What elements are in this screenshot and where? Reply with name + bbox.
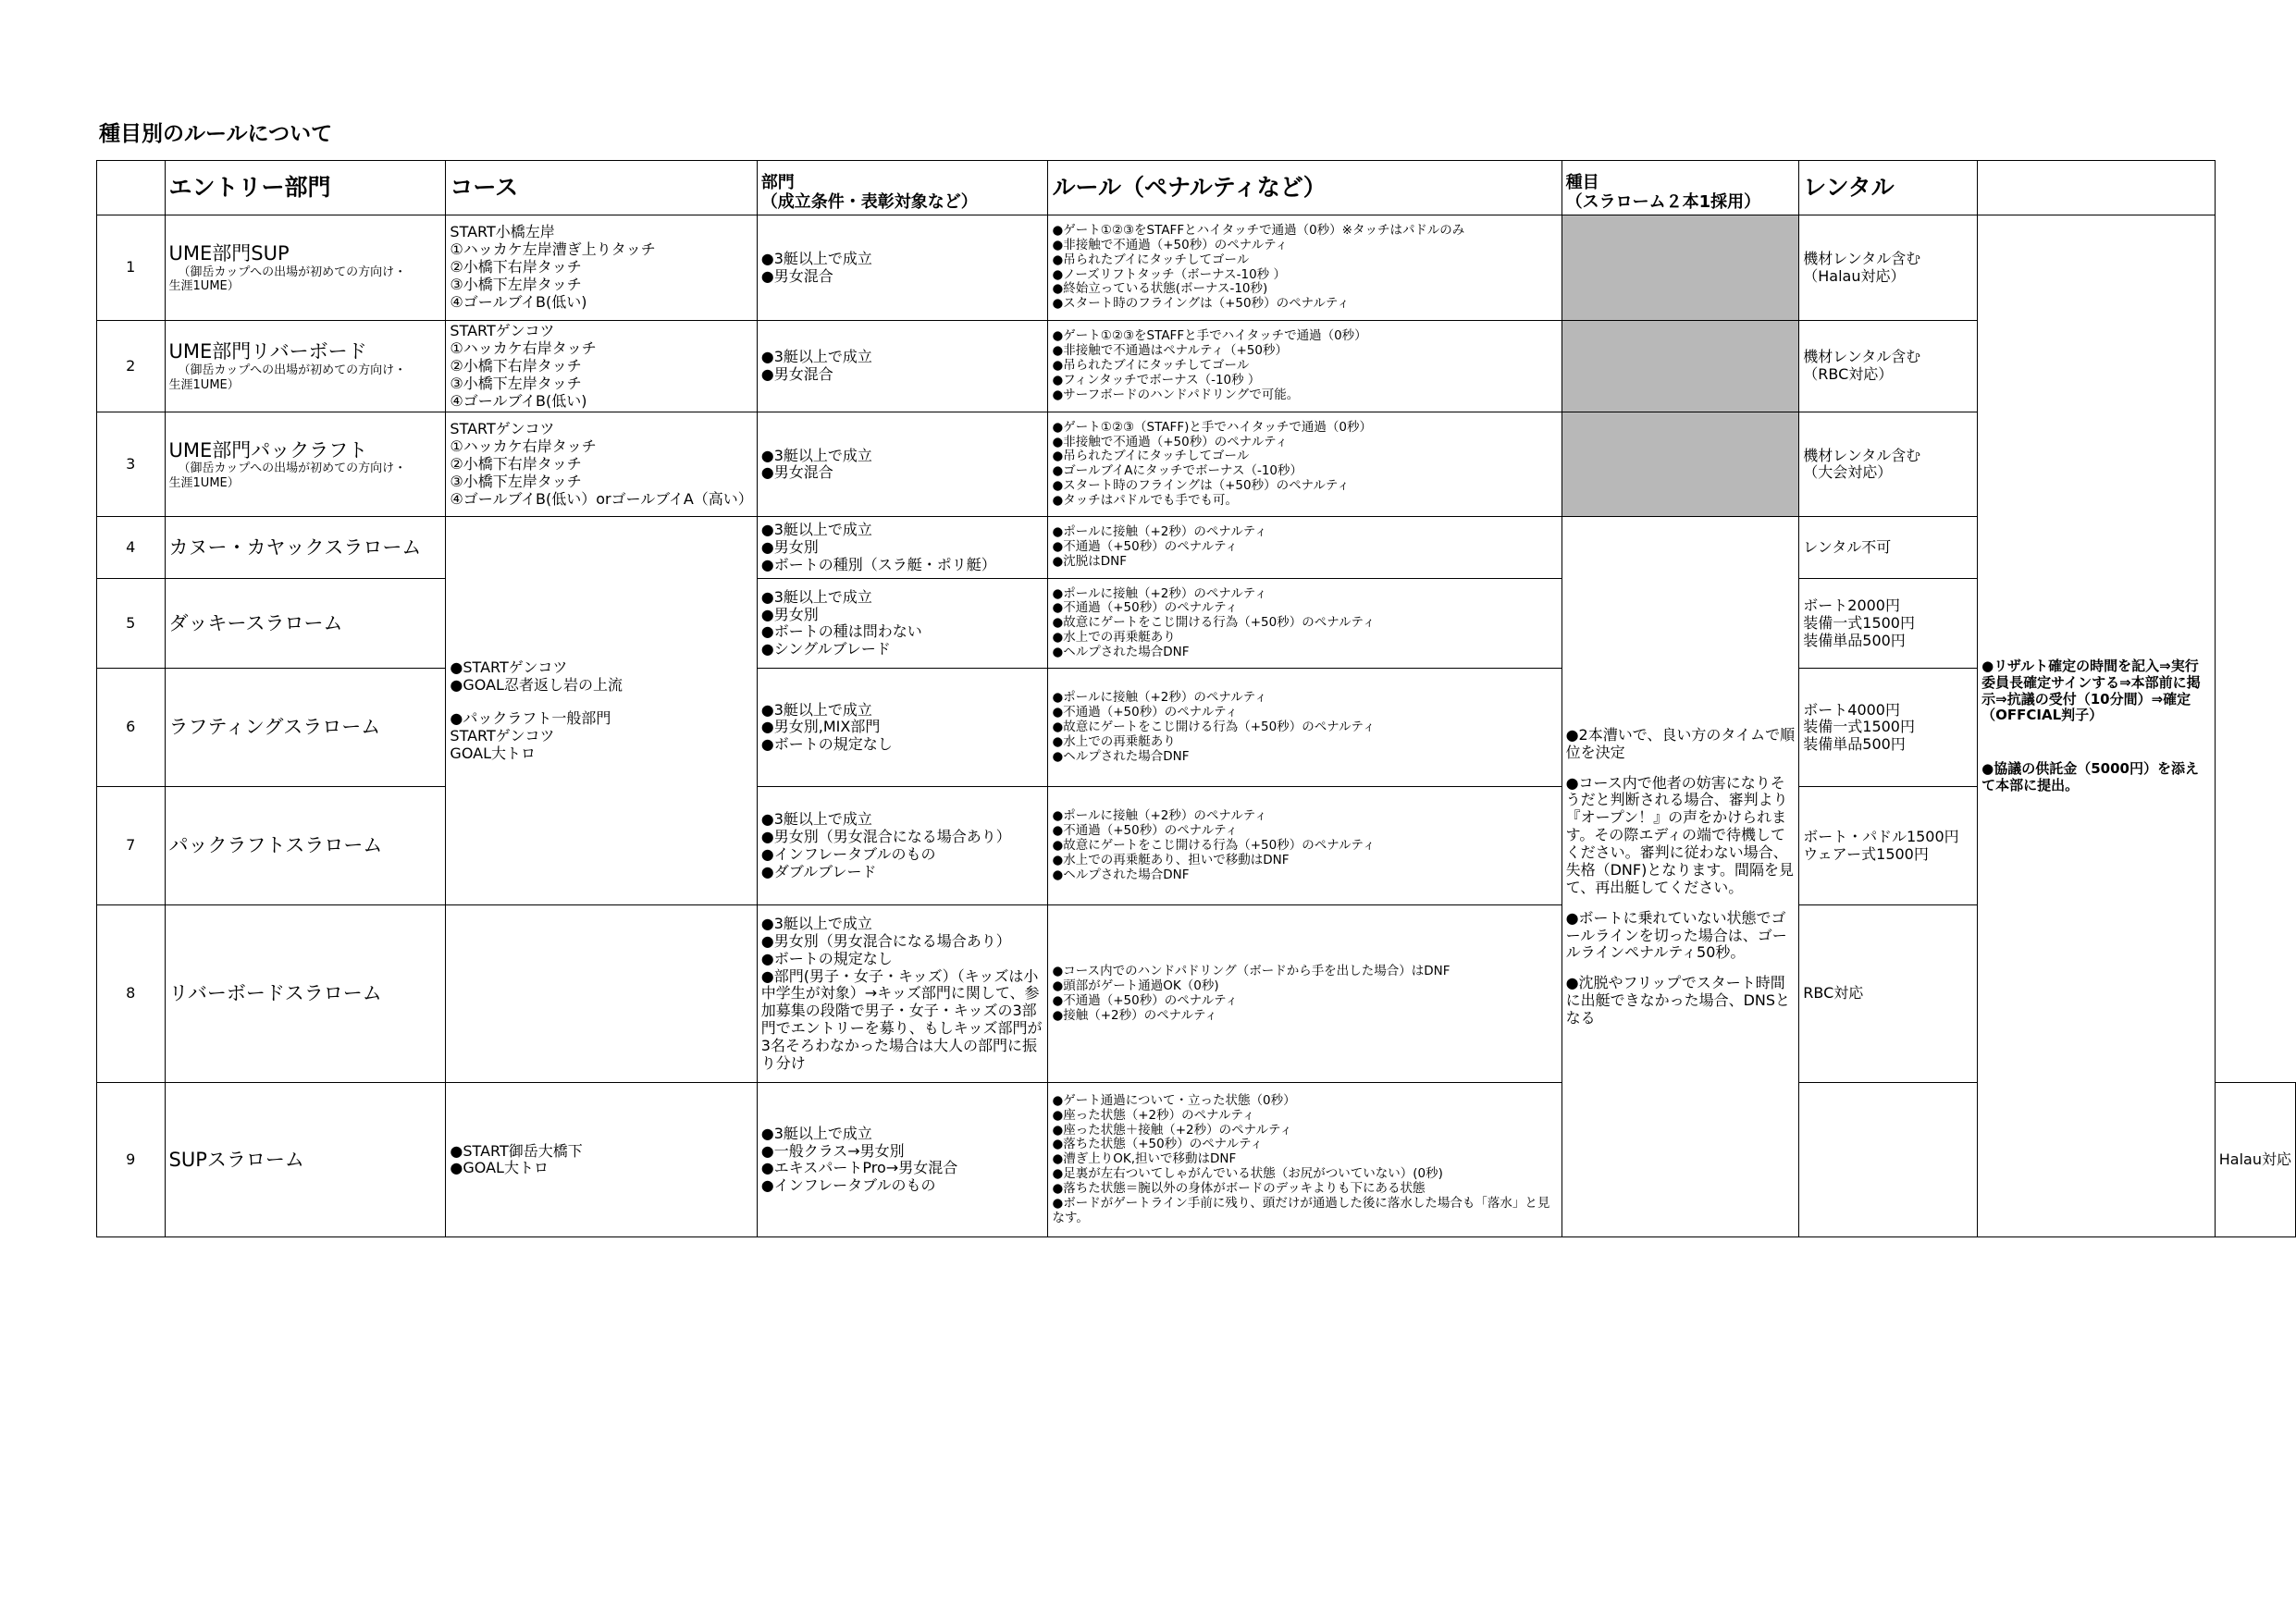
table-row — [97, 412, 2296, 517]
rules-cell: ●ゲート①②③をSTAFFと手でハイタッチで通過（0秒） ●非接触で不通過はペナルティ（+50秒） ●吊られたブイにタッチしてゴール ●フィンタッチでボーナス（-10秒 ） ●サーフボードのハンドパドリングで可能。 — [1048, 321, 1562, 412]
course-cell: START小橋左岸 ①ハッカケ左岸漕ぎ上りタッチ ②小橋下右岸タッチ ③小橋下左岸タッチ ④ゴールブイB(低い) — [446, 215, 757, 321]
course-cell: ●START御岳大橋下 ●GOAL大トロ — [446, 1083, 757, 1237]
rental-cell: ボート2000円 装備一式1500円 装備単品500円 — [1799, 579, 1978, 669]
row-number: 3 — [97, 412, 166, 517]
division-cell: ●3艇以上で成立 ●男女別,MIX部門 ●ボートの規定なし — [757, 669, 1048, 787]
rental-cell: 機材レンタル含む （Halau対応） — [1799, 215, 1978, 321]
course-cell-empty — [446, 905, 757, 1083]
division-cell: ●3艇以上で成立 ●男女別（男女混合になる場合あり） ●ボートの規定なし ●部門(男子・女子・キッズ）（キッズは小中学生が対象）→キッズ部門に関して、参加募集の段階で男子・女子・キッズの3部門でエントリーを募り、もしキッズ部門が3名そろわなかった場合は大人の部門に振り分け — [757, 905, 1048, 1083]
header-rules: ルール（ペナルティなど） — [1048, 161, 1562, 215]
table-row — [97, 321, 2296, 412]
rental-cell: 機材レンタル含む （大会対応） — [1799, 412, 1978, 517]
entry-cell: カヌー・カヤックスラローム — [165, 517, 446, 579]
table-row — [97, 787, 2296, 905]
rules-cell: ●ゲート①②③をSTAFFとハイタッチで通過（0秒）※タッチはパドルのみ ●非接触で不通過（+50秒）のペナルティ ●吊られたブイにタッチしてゴール ●ノーズリフトタッチ（ボーナス-10秒 ） ●終始立っている状態(ボーナス-10秒) ●スタート時のフライングは（+50秒）のペナルティ — [1048, 215, 1562, 321]
header-note — [1978, 161, 2216, 215]
table-row — [97, 905, 2296, 1083]
course-cell-shared: ●STARTゲンコツ ●GOAL忍者返し岩の上流 ●パックラフト一般部門 STARTゲンコツ GOAL大トロ — [446, 517, 757, 905]
division-cell: ●3艇以上で成立 ●男女別 ●ボートの種は問わない ●シングルブレード — [757, 579, 1048, 669]
rules-cell: ●ポールに接触（+2秒）のペナルティ ●不通過（+50秒）のペナルティ ●故意にゲートをこじ開ける行為（+50秒）のペナルティ ●水上での再乗艇あり ●ヘルプされた場合DNF — [1048, 579, 1562, 669]
rules-cell: ●ゲート①②③（STAFF)と手でハイタッチで通過（0秒） ●非接触で不通過（+50秒）のペナルティ ●吊られたブイにタッチしてゴール ●ゴールブイAにタッチでボーナス（-10秒） ●スタート時のフライングは（+50秒）のペナルティ ●タッチはパドルでも手でも可。 — [1048, 412, 1562, 517]
table-row — [97, 215, 2296, 321]
side-note-cell: ●リザルト確定の時間を記入⇒実行委員長確定サインする⇒本部前に掲示⇒抗議の受付（10分間）⇒確定（OFFCIAL判子） ●協議の供託金（5000円）を添えて本部に提出。 — [1978, 215, 2216, 1237]
rules-cell: ●ゲート通過について・立った状態（0秒） ●座った状態（+2秒）のペナルティ ●座った状態＋接触（+2秒）のペナルティ ●落ちた状態（+50秒）のペナルティ ●漕ぎ上りOK,担いで移動はDNF ●足裏が左右ついてしゃがんでいる状態（お尻がついていない）(0秒) ●落ちた状態＝腕以外の身体がボードのデッキよりも下にある状態 ●ボードがゲートライン手前に残り、頭だけが通過した後に落水した場合も「落水」と見なす。 — [1048, 1083, 1562, 1237]
course-cell: STARTゲンコツ ①ハッカケ右岸タッチ ②小橋下右岸タッチ ③小橋下左岸タッチ ④ゴールブイB(低い) — [446, 321, 757, 412]
rules-cell: ●ポールに接触（+2秒）のペナルティ ●不通過（+50秒）のペナルティ ●沈脱はDNF — [1048, 517, 1562, 579]
division-cell: ●3艇以上で成立 ●男女別 ●ボートの種別（スラ艇・ポリ艇） — [757, 517, 1048, 579]
entry-cell: パックラフトスラローム — [165, 787, 446, 905]
type-cell-grey — [1562, 412, 1799, 517]
entry-cell: リバーボードスラローム — [165, 905, 446, 1083]
entry-cell: ダッキースラローム — [165, 579, 446, 669]
rules-cell: ●ポールに接触（+2秒）のペナルティ ●不通過（+50秒）のペナルティ ●故意にゲートをこじ開ける行為（+50秒）のペナルティ ●水上での再乗艇あり ●ヘルプされた場合DNF — [1048, 669, 1562, 787]
rental-cell: RBC対応 — [1799, 905, 1978, 1083]
rules-cell: ●ポールに接触（+2秒）のペナルティ ●不通過（+50秒）のペナルティ ●故意にゲートをこじ開ける行為（+50秒）のペナルティ ●水上での再乗艇あり、担いで移動はDNF ●ヘルプされた場合DNF — [1048, 787, 1562, 905]
table-row — [97, 1083, 2296, 1237]
division-cell: ●3艇以上で成立 ●男女混合 — [757, 215, 1048, 321]
type-cell-grey — [1562, 215, 1799, 321]
row-number: 1 — [97, 215, 166, 321]
row-number: 7 — [97, 787, 166, 905]
entry-cell: ラフティングスラローム — [165, 669, 446, 787]
row-number: 4 — [97, 517, 166, 579]
row-number: 8 — [97, 905, 166, 1083]
rental-cell: レンタル不可 — [1799, 517, 1978, 579]
header-rental: レンタル — [1799, 161, 1978, 215]
entry-cell: UME部門SUP （御岳カップへの出場が初めての方向け・ 生涯1UME） — [165, 215, 446, 321]
header-type: 種目 （スラローム２本1採用） — [1562, 161, 1799, 215]
header-row — [97, 161, 2296, 215]
type-cell-empty — [1799, 1083, 1978, 1237]
header-entry: エントリー部門 — [165, 161, 446, 215]
rules-cell: ●コース内でのハンドパドリング（ボードから手を出した場合）はDNF ●頭部がゲート通過OK（0秒) ●不通過（+50秒）のペナルティ ●接触（+2秒）のペナルティ — [1048, 905, 1562, 1083]
header-course: コース — [446, 161, 757, 215]
table-row — [97, 579, 2296, 669]
entry-cell: UME部門パックラフト （御岳カップへの出場が初めての方向け・ 生涯1UME） — [165, 412, 446, 517]
type-cell-grey — [1562, 321, 1799, 412]
type-cell-shared: ●2本漕いで、良い方のタイムで順位を決定 ●コース内で他者の妨害になりそうだと判断される場合、審判より『オープン！』の声をかけられます。その際エディの端で待機してください。審判に従わない場合、失格（DNF)となります。間隔を見て、再出艇してください。 ●ボートに乗れていない状態でゴールラインを切った場合は、ゴールラインペナルティ50秒。 ●沈脱やフリップでスタート時間に出艇できなかった場合、DNSとなる — [1562, 517, 1799, 1237]
row-number: 6 — [97, 669, 166, 787]
header-division: 部門 （成立条件・表彰対象など） — [757, 161, 1048, 215]
table-row — [97, 517, 2296, 579]
entry-cell: UME部門リバーボード （御岳カップへの出場が初めての方向け・ 生涯1UME） — [165, 321, 446, 412]
rental-cell: Halau対応 — [2215, 1083, 2295, 1237]
row-number: 9 — [97, 1083, 166, 1237]
rental-cell: ボート・パドル1500円 ウェアー式1500円 — [1799, 787, 1978, 905]
header-no — [97, 161, 166, 215]
rules-table — [96, 160, 2296, 1237]
entry-cell: SUPスラローム — [165, 1083, 446, 1237]
course-cell: STARTゲンコツ ①ハッカケ右岸タッチ ②小橋下右岸タッチ ③小橋下左岸タッチ ④ゴールブイB(低い）orゴールブイA（高い） — [446, 412, 757, 517]
division-cell: ●3艇以上で成立 ●男女混合 — [757, 321, 1048, 412]
division-cell: ●3艇以上で成立 ●一般クラス→男女別 ●エキスパートPro→男女混合 ●インフレータブルのもの — [757, 1083, 1048, 1237]
table-row — [97, 669, 2296, 787]
division-cell: ●3艇以上で成立 ●男女別（男女混合になる場合あり） ●インフレータブルのもの ●ダブルブレード — [757, 787, 1048, 905]
rental-cell: ボート4000円 装備一式1500円 装備単品500円 — [1799, 669, 1978, 787]
row-number: 2 — [97, 321, 166, 412]
rental-cell: 機材レンタル含む （RBC対応） — [1799, 321, 1978, 412]
page-title: 種目別のルールについて — [99, 122, 333, 146]
division-cell: ●3艇以上で成立 ●男女混合 — [757, 412, 1048, 517]
row-number: 5 — [97, 579, 166, 669]
